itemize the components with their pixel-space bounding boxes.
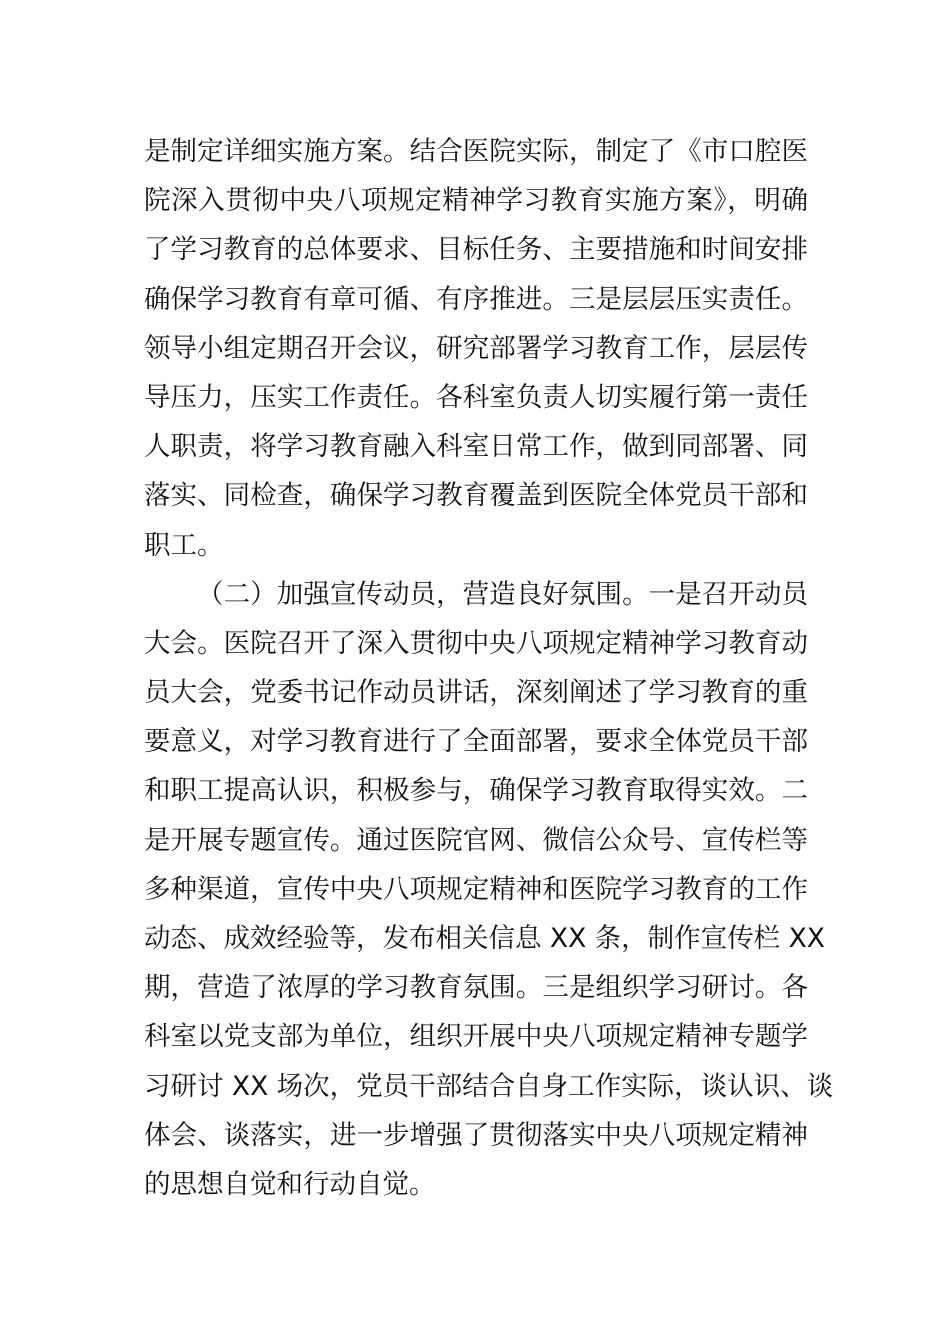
- text-line: 大会。医院召开了深入贯彻中央八项规定精神学习教育动: [144, 627, 808, 659]
- text-line: 员大会，党委书记作动员讲话，深刻阐述了学习教育的重: [144, 677, 808, 709]
- text-line: 习研讨 XX 场次，党员干部结合自身工作实际，谈认识、谈: [144, 1070, 834, 1102]
- document-body: [144, 127, 834, 1209]
- text-line: 确保学习教育有章可循、有序推进。三是层层压实责任。: [144, 283, 808, 315]
- text-line: 科室以党支部为单位，组织开展中央八项规定精神专题学: [144, 1021, 808, 1053]
- paragraph-2: [144, 570, 834, 1209]
- text-line: 要意义，对学习教育进行了全面部署，要求全体党员干部: [144, 726, 808, 758]
- text-line: 人职责，将学习教育融入科室日常工作，做到同部署、同: [144, 431, 808, 463]
- text-line: 导压力，压实工作责任。各科室负责人切实履行第一责任: [144, 381, 808, 413]
- text-line: 职工。: [144, 529, 224, 561]
- text-line: 体会、谈落实，进一步增强了贯彻落实中央八项规定精神: [144, 1119, 808, 1151]
- text-line: 院深入贯彻中央八项规定精神学习教育实施方案》，明确: [144, 185, 808, 217]
- text-line: 了学习教育的总体要求、目标任务、主要措施和时间安排: [144, 234, 808, 266]
- text-line: 的思想自觉和行动自觉。: [144, 1168, 436, 1200]
- text-line: 多种渠道，宣传中央八项规定精神和医院学习教育的工作: [144, 873, 808, 905]
- text-line: 领导小组定期召开会议，研究部署学习教育工作，层层传: [144, 332, 808, 364]
- text-line: 期，营造了浓厚的学习教育氛围。三是组织学习研讨。各: [144, 972, 808, 1004]
- paragraph-1: [144, 127, 808, 570]
- text-line: 动态、成效经验等，发布相关信息 XX 条，制作宣传栏 XX: [144, 923, 825, 954]
- text-line: 是制定详细实施方案。结合医院实际，制定了《市口腔医: [144, 136, 808, 167]
- text-line: 和职工提高认识，积极参与，确保学习教育取得实效。二: [144, 775, 808, 807]
- section-heading-line: （二）加强宣传动员，营造良好氛围。一是召开动员: [197, 578, 808, 610]
- text-line: 落实、同检查，确保学习教育覆盖到医院全体党员干部和: [144, 480, 808, 512]
- text-line: 是开展专题宣传。通过医院官网、微信公众号、宣传栏等: [144, 824, 808, 856]
